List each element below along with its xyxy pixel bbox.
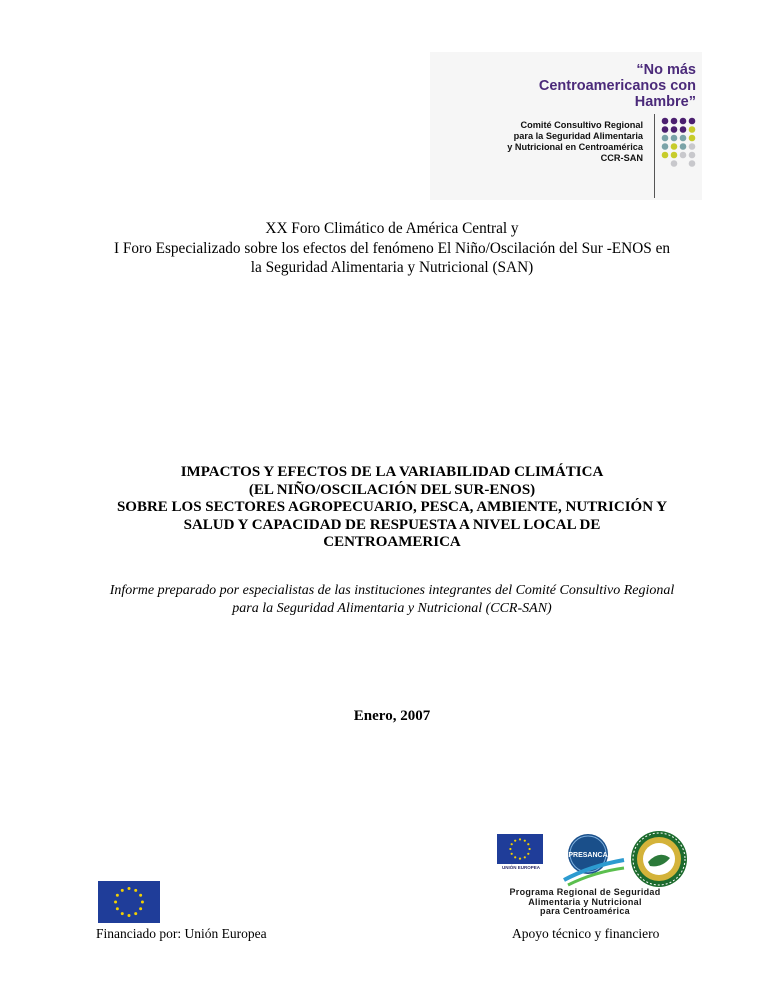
logo-dot xyxy=(662,118,669,125)
logo-dot xyxy=(662,135,669,142)
subtitle-line: para la Seguridad Alimentaria y Nutricional (CCR-SAN) xyxy=(232,601,552,616)
flag-star xyxy=(139,907,142,910)
report-title-line: SALUD Y CAPACIDAD DE RESPUESTA A NIVEL LOCAL DE xyxy=(183,516,601,533)
program-line: Alimentaria y Nutricional xyxy=(528,896,642,907)
logo-dot xyxy=(689,143,696,150)
slogan-line: Hambre” xyxy=(634,94,696,110)
flag-star xyxy=(114,901,117,904)
slogan-line: Centroamericanos con xyxy=(538,78,696,94)
flag-star xyxy=(519,858,521,860)
logo-dot xyxy=(662,126,669,133)
flag-star xyxy=(514,840,516,842)
logo-divider xyxy=(654,114,655,198)
flag-star xyxy=(128,887,131,890)
committee-line: CCR-SAN xyxy=(600,153,643,163)
flag-star xyxy=(128,914,131,917)
dot-grid-icon xyxy=(660,117,704,169)
subtitle-line: Informe preparado por especialistas de las instituciones integrantes del Comité Consultivo Regional xyxy=(109,583,675,598)
forum-title xyxy=(90,219,694,278)
committee-line: y Nutricional en Centroamérica xyxy=(507,142,643,152)
report-title-line: (EL NIÑO/OSCILACIÓN DEL SUR-ENOS) xyxy=(248,481,536,498)
logo-dot xyxy=(671,152,678,159)
logo-dot xyxy=(680,143,687,150)
flag-star xyxy=(116,894,119,897)
flag-star xyxy=(524,840,526,842)
slogan-line: “No más xyxy=(636,62,696,78)
flag-star xyxy=(524,856,526,858)
report-title-line: CENTROAMERICA xyxy=(323,534,461,550)
logo-dot xyxy=(671,135,678,142)
committee-name xyxy=(440,120,643,164)
committee-line: Comité Consultivo Regional xyxy=(520,120,643,130)
flag-star xyxy=(134,889,137,892)
program-line: Programa Regional de Seguridad xyxy=(509,887,661,897)
flag-star xyxy=(134,912,137,915)
logo-dot xyxy=(689,118,696,125)
logo-dot xyxy=(671,160,678,167)
flag-star xyxy=(116,907,119,910)
flag-star xyxy=(141,901,144,904)
eu-flag-small-icon xyxy=(497,834,543,864)
presanca-text: PRESANCA xyxy=(568,852,608,859)
report-title-line: IMPACTOS Y EFECTOS DE LA VARIABILIDAD CLIMÁTICA xyxy=(180,464,604,480)
logo-dot xyxy=(680,118,687,125)
report-date: Enero, 2007 xyxy=(353,708,431,724)
logo-dot xyxy=(671,126,678,133)
flag-star xyxy=(509,848,511,850)
slogan xyxy=(446,62,696,110)
logo-dot xyxy=(689,160,696,167)
flag-star xyxy=(527,853,529,855)
report-title xyxy=(80,464,704,552)
presanca-logo xyxy=(560,830,626,888)
program-name xyxy=(488,888,682,917)
logo-dot xyxy=(689,152,696,159)
logo-dot xyxy=(689,126,696,133)
logo-dot xyxy=(680,152,687,159)
logo-dot xyxy=(662,143,669,150)
logo-dot xyxy=(680,135,687,142)
report-subtitle xyxy=(90,582,694,618)
program-line: para Centroamérica xyxy=(540,906,630,917)
flag-star xyxy=(121,889,124,892)
flag-star xyxy=(514,856,516,858)
flag-star xyxy=(121,912,124,915)
eu-flag-icon xyxy=(98,881,160,923)
eu-caption: UNIÓN EUROPEA xyxy=(501,865,540,870)
forum-title-line: XX Foro Climático de América Central y xyxy=(265,220,519,237)
flag-star xyxy=(519,838,521,840)
logo-dot xyxy=(662,152,669,159)
support-text: Apoyo técnico y financiero xyxy=(512,926,660,941)
logo-dot xyxy=(689,135,696,142)
flag-star xyxy=(527,843,529,845)
flag-star xyxy=(511,853,513,855)
forum-title-line: la Seguridad Alimentaria y Nutricional (SAN) xyxy=(250,259,534,276)
committee-line: para la Seguridad Alimentaria xyxy=(513,131,643,141)
flag-star xyxy=(139,894,142,897)
logo-dot xyxy=(671,118,678,125)
funded-by-text: Financiado por: Unión Europea xyxy=(96,926,267,941)
report-title-line: SOBRE LOS SECTORES AGROPECUARIO, PESCA, AMBIENTE, NUTRICIÓN Y xyxy=(116,499,668,515)
flag-star xyxy=(529,848,531,850)
logo-dot xyxy=(671,143,678,150)
logo-dot xyxy=(680,126,687,133)
flag-star xyxy=(511,843,513,845)
sica-seal-logo xyxy=(628,828,690,890)
forum-title-line: I Foro Especializado sobre los efectos del fenómeno El Niño/Oscilación del Sur -ENOS en xyxy=(113,239,671,257)
